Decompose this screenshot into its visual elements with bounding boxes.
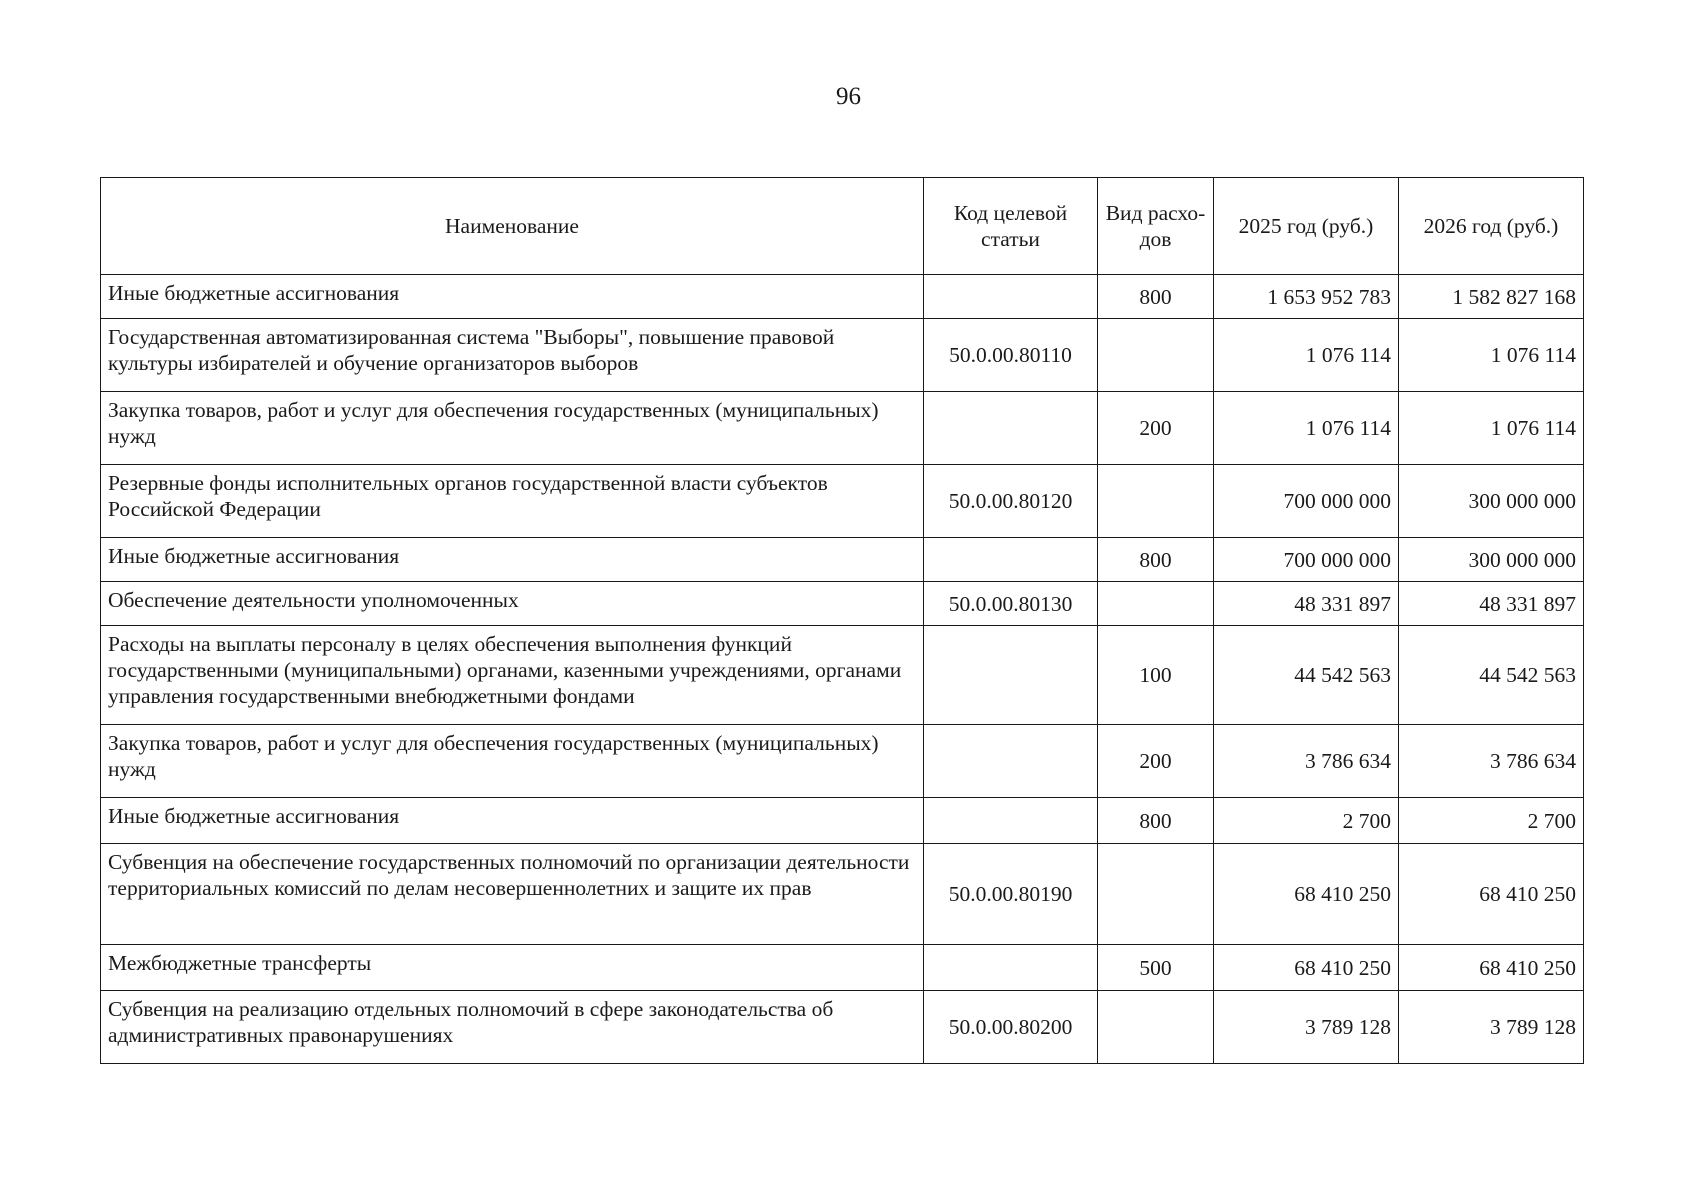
row-kind: 200 xyxy=(1098,725,1214,798)
table-body xyxy=(101,275,1584,1064)
row-name: Иные бюджетные ассигнования xyxy=(101,275,924,319)
row-2026: 68 410 250 xyxy=(1399,844,1584,945)
row-2026: 48 331 897 xyxy=(1399,582,1584,626)
row-code xyxy=(924,538,1098,582)
row-2026: 300 000 000 xyxy=(1399,465,1584,538)
table-row xyxy=(101,844,1584,945)
table-row xyxy=(101,392,1584,465)
row-name: Иные бюджетные ассигнования xyxy=(101,798,924,844)
row-name: Иные бюджетные ассигнования xyxy=(101,538,924,582)
row-2025: 3 789 128 xyxy=(1214,991,1399,1064)
row-kind: 500 xyxy=(1098,945,1214,991)
header-code: Код целевой статьи xyxy=(924,178,1098,275)
row-2026: 3 786 634 xyxy=(1399,725,1584,798)
row-2025: 68 410 250 xyxy=(1214,945,1399,991)
row-kind: 100 xyxy=(1098,626,1214,725)
row-code: 50.0.00.80130 xyxy=(924,582,1098,626)
table-row xyxy=(101,725,1584,798)
row-kind xyxy=(1098,582,1214,626)
row-name: Обеспечение деятельности уполномоченных xyxy=(101,582,924,626)
row-2026: 1 076 114 xyxy=(1399,319,1584,392)
header-2026: 2026 год (руб.) xyxy=(1399,178,1584,275)
row-2026: 44 542 563 xyxy=(1399,626,1584,725)
row-2025: 48 331 897 xyxy=(1214,582,1399,626)
row-name: Закупка товаров, работ и услуг для обеспечения государственных (муниципальных) нужд xyxy=(101,392,924,465)
row-2026: 300 000 000 xyxy=(1399,538,1584,582)
row-code xyxy=(924,392,1098,465)
row-2025: 44 542 563 xyxy=(1214,626,1399,725)
table-row xyxy=(101,275,1584,319)
row-2025: 3 786 634 xyxy=(1214,725,1399,798)
row-name: Расходы на выплаты персоналу в целях обеспечения выполнения функций государственными (муниципальными) органами, казенными учреждениями, органами управления государственными внебюджетными фондами xyxy=(101,626,924,725)
row-kind xyxy=(1098,465,1214,538)
table-row xyxy=(101,465,1584,538)
row-code xyxy=(924,798,1098,844)
row-2025: 1 076 114 xyxy=(1214,319,1399,392)
row-name: Резервные фонды исполнительных органов государственной власти субъектов Российской Федерации xyxy=(101,465,924,538)
table-row xyxy=(101,626,1584,725)
row-2026: 68 410 250 xyxy=(1399,945,1584,991)
table-row xyxy=(101,538,1584,582)
row-2025: 700 000 000 xyxy=(1214,465,1399,538)
row-name: Межбюджетные трансферты xyxy=(101,945,924,991)
row-code xyxy=(924,725,1098,798)
header-kind: Вид расхо-дов xyxy=(1098,178,1214,275)
row-name: Субвенция на обеспечение государственных полномочий по организации деятельности территориальных комиссий по делам несовершеннолетних и защите их прав xyxy=(101,844,924,945)
page-number: 96 xyxy=(836,83,861,110)
row-code: 50.0.00.80200 xyxy=(924,991,1098,1064)
row-kind xyxy=(1098,844,1214,945)
row-2026: 2 700 xyxy=(1399,798,1584,844)
row-2025: 2 700 xyxy=(1214,798,1399,844)
table-row xyxy=(101,798,1584,844)
table-row xyxy=(101,319,1584,392)
row-kind: 800 xyxy=(1098,275,1214,319)
table-row xyxy=(101,945,1584,991)
row-name: Закупка товаров, работ и услуг для обеспечения государственных (муниципальных) нужд xyxy=(101,725,924,798)
row-2026: 1 076 114 xyxy=(1399,392,1584,465)
row-2025: 1 653 952 783 xyxy=(1214,275,1399,319)
table-row xyxy=(101,991,1584,1064)
row-2025: 1 076 114 xyxy=(1214,392,1399,465)
row-code xyxy=(924,275,1098,319)
row-kind: 800 xyxy=(1098,538,1214,582)
row-kind xyxy=(1098,319,1214,392)
row-code: 50.0.00.80120 xyxy=(924,465,1098,538)
budget-table xyxy=(100,177,1584,1064)
table-header xyxy=(101,178,1584,275)
row-2026: 3 789 128 xyxy=(1399,991,1584,1064)
row-kind: 200 xyxy=(1098,392,1214,465)
row-2026: 1 582 827 168 xyxy=(1399,275,1584,319)
header-2025: 2025 год (руб.) xyxy=(1214,178,1399,275)
row-code xyxy=(924,945,1098,991)
row-name: Государственная автоматизированная система "Выборы", повышение правовой культуры избирателей и обучение организаторов выборов xyxy=(101,319,924,392)
header-name: Наименование xyxy=(101,178,924,275)
header-row xyxy=(101,178,1584,275)
row-name: Субвенция на реализацию отдельных полномочий в сфере законодательства об административных правонарушениях xyxy=(101,991,924,1064)
row-kind xyxy=(1098,991,1214,1064)
row-code: 50.0.00.80110 xyxy=(924,319,1098,392)
row-kind: 800 xyxy=(1098,798,1214,844)
table-row xyxy=(101,582,1584,626)
row-2025: 68 410 250 xyxy=(1214,844,1399,945)
row-code: 50.0.00.80190 xyxy=(924,844,1098,945)
row-2025: 700 000 000 xyxy=(1214,538,1399,582)
row-code xyxy=(924,626,1098,725)
